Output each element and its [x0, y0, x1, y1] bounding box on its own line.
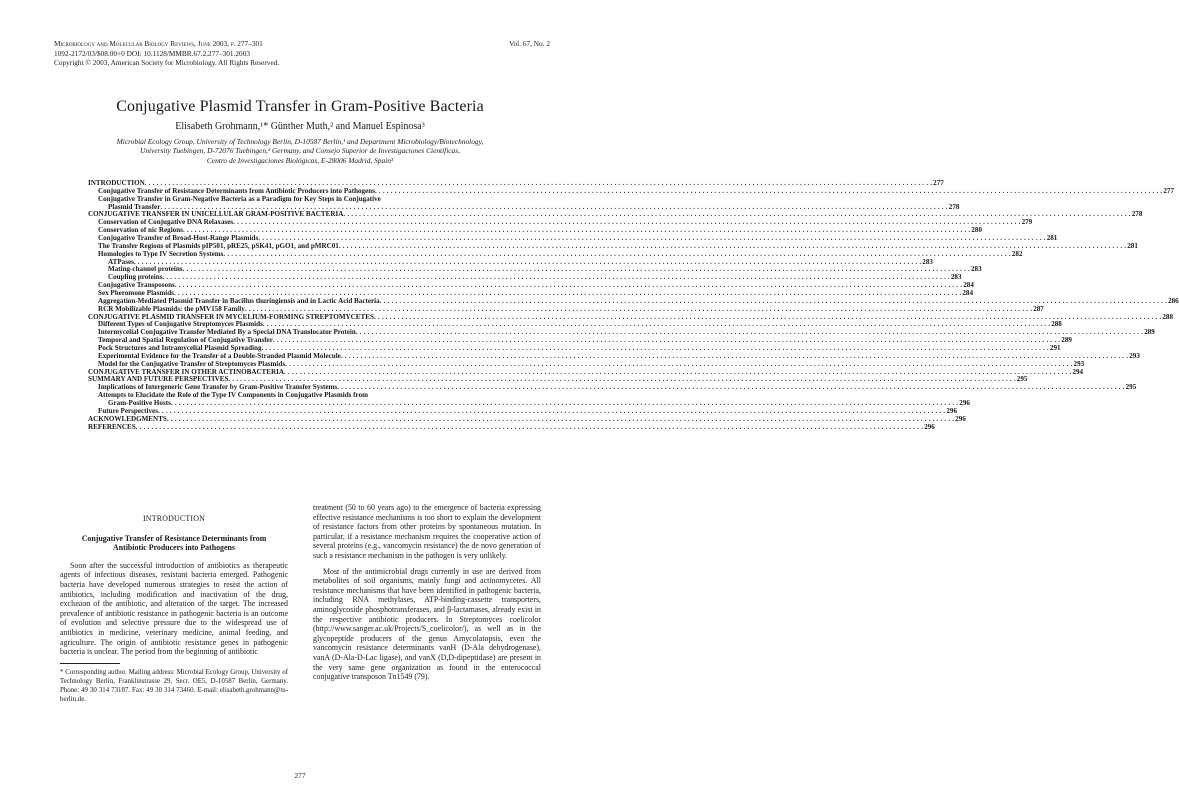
toc-entry-label: ACKNOWLEDGMENTS — [88, 414, 167, 423]
toc-entry-label: INTRODUCTION — [88, 179, 145, 187]
footnote: * Corresponding author. Mailing address: Microbial Ecology Group, University of Technology Berlin, Franklinstrasse 29, Secr. OE5, D-10587 Berlin, Germany. Phone: 49 30 314 73187. Fax: 49 30 314 73460. E-mail: elisabeth.grohmann@tu-berlin.de. — [60, 669, 288, 704]
toc-leader-dots: . . . . . . . . . . . . . . . . . . . . . . . . . . . . . . . . . . . . . . . . . . . . . . . . . . . . . . . . . . . . . . . . . . . . . . . . . . . . . . . . . . . . . . . . . . . . . . . . . . . . . . . . . . . . . . . . . . . . . . . . . . . . . . . . . . . . . . . . . . . . . . . . . . . . . . . . . . . . . . . . . . . . . . . . . . . . . . . . . . . . . . . . . . . . . . . . . . . . . . . . — [228, 375, 1016, 384]
toc-leader-dots: . . . . . . . . . . . . . . . . . . . . . . . . . . . . . . . . . . . . . . . . . . . . . . . . . . . . . . . . . . . . . . . . . . . . . . . . . . . . . . . . . . . . . . . . . . . . . . . . . . . . . . . . . . . . . . . . . . . . . . . . . . . . . . . . . . . . . . . . . . . . . . . . . . . . . . . . . . . . . . . . . . . . . . . . . . . . . . . . . . . . . . . . . . . . . . . . . . . . . . . . — [285, 359, 1073, 368]
toc-entry-label: Future Perspectives — [98, 406, 158, 415]
issn-line: 1092-2172/03/$08.00+0 DOI: 10.1128/MMBR.67.2.277–301.2003 — [54, 48, 251, 58]
paragraph: Soon after the successful introduction of antibiotics as therapeutic agents of infectious diseases, resistant bacteria emerged. Pathogenic bacteria have developed numerous strategies to resist the action of antibiotics, including modification and inactivation of the drug, exclusion of the antibiotic, and alteration of the target. The increased prevalence of antibiotic resistance in pathogenic bacteria is an outcome of evolution and selective pressure due to the widespread use of antibiotics in medicine, veterinary medicine, animal feeding, and agriculture. The origin of antibiotic resistance genes in pathogenic bacteria is unclear. The period from the beginning of antibiotic — [60, 560, 288, 657]
copyright-line: Copyright © 2003, American Society for Microbiology. All Rights Reserved. — [54, 58, 280, 67]
toc-entry-label: Conservation of nic Regions — [98, 226, 183, 235]
toc-entry-page: 289 — [1061, 336, 1072, 345]
toc-entry-page: 283 — [970, 265, 982, 274]
toc-entry-label: SUMMARY AND FUTURE PERSPECTIVES — [88, 375, 229, 384]
toc-leader-dots: . . . . . . . . . . . . . . . . . . . . . . . . . . . . . . . . . . . . . . . . . . . . . . . . . . . . . . . . . . . . . . . . . . . . . . . . . . . . . . . . . . . . . . . . . . . . . . . . . . . . . . . . . . . . . . . . . . . . . . . . . . . . . . . . . . . . . . . . . . . . . . . . . . . . . . . . . . . . . . . . . . . . . . . . . . . . . . . . . . . . . . . . . . . . . . . . . . . . . . . . — [338, 241, 1127, 250]
toc-leader-dots: . . . . . . . . . . . . . . . . . . . . . . . . . . . . . . . . . . . . . . . . . . . . . . . . . . . . . . . . . . . . . . . . . . . . . . . . . . . . . . . . . . . . . . . . . . . . . . . . . . . . . . . . . . . . . . . . . . . . . . . . . . . . . . . . . . . . . . . . . . . . . . . . . . . . . . . . . . . . . . . . . . . . . . . . . . . . . . . . . . . . . . . . . . . . . . . . . . . . . . . . — [343, 210, 1131, 219]
toc-entry-label: Implications of Intergeneric Gene Transfer by Gram-Positive Transfer Systems — [98, 383, 338, 392]
journal-line: Microbiology and Molecular Biology Reviews, June 2003, p. 277–301 — [54, 39, 263, 48]
toc-entry-label: Sex Pheromone Plasmids — [98, 289, 174, 298]
toc-leader-dots: . . . . . . . . . . . . . . . . . . . . . . . . . . . . . . . . . . . . . . . . . . . . . . . . . . . . . . . . . . . . . . . . . . . . . . . . . . . . . . . . . . . . . . . . . . . . . . . . . . . . . . . . . . . . . . . . . . . . . . . . . . . . . . . . . . . . . . . . . . . . . . . . . . . . . . . . . . . . . . . . . . . . . . . . . . . . . . . . . . . . . . . . . . . . . . . . . . . . . . . . — [223, 249, 1011, 258]
toc-entry-label: Pock Structures and Intramycelial Plasmid Spreading — [98, 344, 262, 353]
toc-entry-label: Gram-Positive Hosts — [108, 399, 171, 408]
page-number: 277 — [294, 771, 306, 780]
subsection-heading-line: Conjugative Transfer of Resistance Determinants from — [81, 533, 267, 543]
toc-entry-page: 291 — [1049, 344, 1061, 353]
toc-entry-label: ATPases — [108, 257, 134, 266]
toc-entry-page: 281 — [1127, 241, 1138, 250]
toc-leader-dots: . . . . . . . . . . . . . . . . . . . . . . . . . . . . . . . . . . . . . . . . . . . . . . . . . . . . . . . . . . . . . . . . . . . . . . . . . . . . . . . . . . . . . . . . . . . . . . . . . . . . . . . . . . . . . . . . . . . . . . . . . . . . . . . . . . . . . . . . . . . . . . . . . . . . . . . . . . . . . . . . . . . . . . . . . . . . . . . . . . . . . . . . . . . . . . . . . . . . . . . . — [157, 406, 946, 415]
toc-entry-label: Conjugative Transfer in Gram-Negative Bacteria as a Paradigm for Key Steps in Conjugative — [98, 194, 381, 203]
toc-entry-page: 278 — [948, 202, 960, 211]
affiliations — [60, 137, 540, 165]
toc-entry-label: Different Types of Conjugative Streptomyces Plasmids — [98, 320, 263, 329]
toc-entry-label: Attempts to Elucidate the Role of the Type IV Components in Conjugative Plasmids from — [98, 391, 369, 400]
toc-leader-dots: . . . . . . . . . . . . . . . . . . . . . . . . . . . . . . . . . . . . . . . . . . . . . . . . . . . . . . . . . . . . . . . . . . . . . . . . . . . . . . . . . . . . . . . . . . . . . . . . . . . . . . . . . . . . . . . . . . . . . . . . . . . . . . . . . . . . . . . . . . . . . . . . . . . . . . . . . . . . . . . . . . . . . . . . . . . . . . . . . . . . . . . . . . . . . . . . . . . . . . . . — [262, 320, 1051, 329]
toc-leader-dots: . . . . . . . . . . . . . . . . . . . . . . . . . . . . . . . . . . . . . . . . . . . . . . . . . . . . . . . . . . . . . . . . . . . . . . . . . . . . . . . . . . . . . . . . . . . . . . . . . . . . . . . . . . . . . . . . . . . . . . . . . . . . . . . . . . . . . . . . . . . . . . . . . . . . . . . . . . . . . . . . . . . . . . . . . . . . . . . . . . . . . . . . . . . . . . . . . . . . . . . . — [337, 383, 1125, 392]
toc-leader-dots: . . . . . . . . . . . . . . . . . . . . . . . . . . . . . . . . . . . . . . . . . . . . . . . . . . . . . . . . . . . . . . . . . . . . . . . . . . . . . . . . . . . . . . . . . . . . . . . . . . . . . . . . . . . . . . . . . . . . . . . . . . . . . . . . . . . . . . . . . . . . . . . . . . . . . . . . . . . . . . . . . . . . . . . . . . . . . . . . . . . . . . . . . . . . . . . . . . . . . . . . — [173, 289, 962, 298]
toc-entry-page: 284 — [963, 281, 974, 290]
toc-entry-label: REFERENCES — [88, 422, 136, 431]
author-list: Elisabeth Grohmann,¹* Günther Muth,² and Manuel Espinosa³ — [175, 121, 425, 132]
toc-entry-page: 288 — [1051, 320, 1062, 329]
footnote-rule — [60, 663, 120, 664]
toc-entry-page: 286 — [1168, 296, 1179, 305]
table-of-contents — [88, 179, 1179, 432]
left-column — [60, 511, 288, 663]
toc-entry-page: 283 — [922, 257, 933, 266]
toc-entry-page: 293 — [1073, 359, 1085, 368]
toc-entry-label: Aggregation-Mediated Plasmid Transfer in Bacillus thuringiensis and in Lactic Acid Bacteria — [98, 296, 380, 305]
paragraph: Most of the antimicrobial drugs currently in use are derived from metabolites of soil organisms, mainly fungi and actinomycetes. All resistance mechanisms that have been identified in pathogenic bacteria, including RNA methylases, ATP-binding-cassette transporters, aminoglycoside phosphotransferases, and β-lactamases, already exist in the respective antibiotic producers. In Streptomyces coelicolor (http://www.sanger.ac.uk/Projects/S_coelicolor/), as well as in the glycopeptide producers of the genus Amycolatopsis, even the vancomycin resistance determinants vanH (D-Ala dehydrogenase), vanA (D-Ala-D-Lac ligase), and vanX (D,D-dipeptidase) are present in the very same gene organization as found in the enterococcal conjugative transposon Tn1549 (79). — [313, 566, 541, 682]
running-header — [54, 39, 550, 68]
toc-leader-dots: . . . . . . . . . . . . . . . . . . . . . . . . . . . . . . . . . . . . . . . . . . . . . . . . . . . . . . . . . . . . . . . . . . . . . . . . . . . . . . . . . . . . . . . . . . . . . . . . . . . . . . . . . . . . . . . . . . . . . . . . . . . . . . . . . . . . . . . . . . . . . . . . . . . . . . . . . . . . . . . . . . . . . . . . . . . . . . . . . . . . . . . . . . . . . . . . . . . . . . . . — [340, 351, 1129, 360]
toc-entry-label: Conservation of Conjugative DNA Relaxases — [98, 218, 234, 227]
toc-leader-dots: . . . . . . . . . . . . . . . . . . . . . . . . . . . . . . . . . . . . . . . . . . . . . . . . . . . . . . . . . . . . . . . . . . . . . . . . . . . . . . . . . . . . . . . . . . . . . . . . . . . . . . . . . . . . . . . . . . . . . . . . . . . . . . . . . . . . . . . . . . . . . . . . . . . . . . . . . . . . . . . . . . . . . . . . . . . . . . . . . . . . . . . . . . . . . . . . . . . . . . . . — [272, 336, 1061, 345]
toc-entry-page: 287 — [1033, 304, 1044, 313]
subsection-heading — [60, 534, 288, 553]
section-heading: INTRODUCTION — [142, 514, 205, 523]
toc-leader-dots: . . . . . . . . . . . . . . . . . . . . . . . . . . . . . . . . . . . . . . . . . . . . . . . . . . . . . . . . . . . . . . . . . . . . . . . . . . . . . . . . . . . . . . . . . . . . . . . . . . . . . . . . . . . . . . . . . . . . . . . . . . . . . . . . . . . . . . . . . . . . . . . . . . . . . . . . . . . . . . . . . . . . . . . . . . . . . . . . . . . . . . . . . . . . . . . . . . . . . . . . — [135, 422, 924, 431]
toc-entry-label: The Transfer Regions of Plasmids pIP501, pRE25, pSK41, pGO1, and pMRC01 — [98, 241, 339, 250]
toc-entry-label: Mating-channel proteins — [108, 265, 183, 274]
toc-entry-page: 295 — [1125, 383, 1137, 392]
toc-entry-label: Conjugative Transfer of Resistance Determinants from Antibiotic Producers into Pathogens — [98, 186, 375, 195]
toc-entry-label: Intermycelial Conjugative Transfer Mediated By a Special DNA Translocator Protein — [98, 328, 356, 337]
toc-entry-page: 277 — [1163, 186, 1175, 195]
toc-entry-label: Plasmid Transfer — [108, 202, 161, 211]
toc-entry-label: Temporal and Spatial Regulation of Conjugative Transfer — [98, 336, 273, 345]
toc-entry-page: 284 — [962, 289, 973, 298]
toc-entry-label: CONJUGATIVE TRANSFER IN OTHER ACTINOBACTERIA — [88, 367, 285, 376]
toc-entry-label: Homologies to Type IV Secretion Systems — [98, 249, 224, 258]
toc-entry-page: 293 — [1129, 351, 1140, 360]
toc-entry-page: 283 — [950, 273, 962, 282]
toc-leader-dots: . . . . . . . . . . . . . . . . . . . . . . . . . . . . . . . . . . . . . . . . . . . . . . . . . . . . . . . . . . . . . . . . . . . . . . . . . . . . . . . . . . . . . . . . . . . . . . . . . . . . . . . . . . . . . . . . . . . . . . . . . . . . . . . . . . . . . . . . . . . . . . . . . . . . . . . . . . . . . . . . . . . . . . . . . . . . . . . . . . . . . . . . . . . . . . . . . . . . . . . . — [166, 414, 955, 423]
paragraph: treatment (50 to 60 years ago) to the emergence of bacteria expressing effective resistance mechanisms is too short to explain the development of resistance factors from other proteins by spontaneous mutation. In particular, if a resistance mechanism requires the cooperative action of several proteins (e.g., vancomycin resistance) the de novo generation of such a resistance mechanism in the pathogen is very unlikely. — [313, 503, 541, 560]
toc-entry-label: Conjugative Transposons — [98, 281, 175, 290]
right-column — [313, 503, 541, 688]
toc-entry-page: 281 — [1046, 234, 1058, 243]
toc-entry-page: 296 — [946, 406, 957, 415]
subsection-heading-line: Antibiotic Producers into Pathogens — [113, 543, 235, 553]
toc-entry-page: 282 — [1011, 249, 1023, 258]
toc-entry-label: RCR Mobilizable Plasmids: the pMV158 Family — [98, 304, 245, 313]
toc-leader-dots: . . . . . . . . . . . . . . . . . . . . . . . . . . . . . . . . . . . . . . . . . . . . . . . . . . . . . . . . . . . . . . . . . . . . . . . . . . . . . . . . . . . . . . . . . . . . . . . . . . . . . . . . . . . . . . . . . . . . . . . . . . . . . . . . . . . . . . . . . . . . . . . . . . . . . . . . . . . . . . . . . . . . . . . . . . . . . . . . . . . . . . . . . . . . . . . . . . . . . . . . — [182, 265, 970, 274]
toc-leader-dots: . . . . . . . . . . . . . . . . . . . . . . . . . . . . . . . . . . . . . . . . . . . . . . . . . . . . . . . . . . . . . . . . . . . . . . . . . . . . . . . . . . . . . . . . . . . . . . . . . . . . . . . . . . . . . . . . . . . . . . . . . . . . . . . . . . . . . . . . . . . . . . . . . . . . . . . . . . . . . . . . . . . . . . . . . . . . . . . . . . . . . . . . . . . . . . . . . . . . . . . . — [174, 281, 963, 290]
toc-leader-dots: . . . . . . . . . . . . . . . . . . . . . . . . . . . . . . . . . . . . . . . . . . . . . . . . . . . . . . . . . . . . . . . . . . . . . . . . . . . . . . . . . . . . . . . . . . . . . . . . . . . . . . . . . . . . . . . . . . . . . . . . . . . . . . . . . . . . . . . . . . . . . . . . . . . . . . . . . . . . . . . . . . . . . . . . . . . . . . . . . . . . . . . . . . . . . . . . . . . . . . . . — [182, 226, 971, 235]
toc-leader-dots: . . . . . . . . . . . . . . . . . . . . . . . . . . . . . . . . . . . . . . . . . . . . . . . . . . . . . . . . . . . . . . . . . . . . . . . . . . . . . . . . . . . . . . . . . . . . . . . . . . . . . . . . . . . . . . . . . . . . . . . . . . . . . . . . . . . . . . . . . . . . . . . . . . . . . . . . . . . . . . . . . . . . . . . . . . . . . . . . . . . . . . . . . . . . . . . . . . . . . . . . — [233, 218, 1021, 227]
toc-entry-label: Experimental Evidence for the Transfer of a Double-Stranded Plasmid Molecule — [98, 351, 341, 360]
volume-label: Vol. 67, No. 2 — [509, 39, 550, 48]
toc-entry-label: CONJUGATIVE PLASMID TRANSFER IN MYCELIUM-FORMING STREPTOMYCETES — [88, 312, 374, 321]
toc-entry-page: 295 — [1016, 375, 1028, 384]
toc-leader-dots: . . . . . . . . . . . . . . . . . . . . . . . . . . . . . . . . . . . . . . . . . . . . . . . . . . . . . . . . . . . . . . . . . . . . . . . . . . . . . . . . . . . . . . . . . . . . . . . . . . . . . . . . . . . . . . . . . . . . . . . . . . . . . . . . . . . . . . . . . . . . . . . . . . . . . . . . . . . . . . . . . . . . . . . . . . . . . . . . . . . . . . . . . . . . . . . . . . . . . . . . — [258, 234, 1046, 243]
toc-leader-dots: . . . . . . . . . . . . . . . . . . . . . . . . . . . . . . . . . . . . . . . . . . . . . . . . . . . . . . . . . . . . . . . . . . . . . . . . . . . . . . . . . . . . . . . . . . . . . . . . . . . . . . . . . . . . . . . . . . . . . . . . . . . . . . . . . . . . . . . . . . . . . . . . . . . . . . . . . . . . . . . . . . . . . . . . . . . . . . . . . . . . . . . . . . . . . . . . . . . . . . . . — [355, 328, 1144, 337]
affiliation-line: Centro de Investigaciones Biológicas, E-28006 Madrid, Spain³ — [206, 155, 394, 165]
toc-entry-page: 289 — [1144, 328, 1155, 337]
toc-entry-page: 296 — [924, 422, 935, 431]
toc-leader-dots: . . . . . . . . . . . . . . . . . . . . . . . . . . . . . . . . . . . . . . . . . . . . . . . . . . . . . . . . . . . . . . . . . . . . . . . . . . . . . . . . . . . . . . . . . . . . . . . . . . . . . . . . . . . . . . . . . . . . . . . . . . . . . . . . . . . . . . . . . . . . . . . . . . . . . . . . . . . . . . . . . . . . . . . . . . . . . . . . . . . . . . . . . . . . . . . . . . . . . . . . — [373, 312, 1162, 321]
toc-entry-label: Coupling proteins — [108, 273, 163, 282]
toc-leader-dots: . . . . . . . . . . . . . . . . . . . . . . . . . . . . . . . . . . . . . . . . . . . . . . . . . . . . . . . . . . . . . . . . . . . . . . . . . . . . . . . . . . . . . . . . . . . . . . . . . . . . . . . . . . . . . . . . . . . . . . . . . . . . . . . . . . . . . . . . . . . . . . . . . . . . . . . . . . . . . . . . . . . . . . . . . . . . . . . . . . . . . . . . . . . . . . . . . . . . . . . . — [284, 367, 1072, 376]
toc-leader-dots: . . . . . . . . . . . . . . . . . . . . . . . . . . . . . . . . . . . . . . . . . . . . . . . . . . . . . . . . . . . . . . . . . . . . . . . . . . . . . . . . . . . . . . . . . . . . . . . . . . . . . . . . . . . . . . . . . . . . . . . . . . . . . . . . . . . . . . . . . . . . . . . . . . . . . . . . . . . . . . . . . . . . . . . . . . . . . . . . . . . . . . . . . . . . . . . . . . . . . . . . — [374, 186, 1163, 195]
toc-leader-dots: . . . . . . . . . . . . . . . . . . . . . . . . . . . . . . . . . . . . . . . . . . . . . . . . . . . . . . . . . . . . . . . . . . . . . . . . . . . . . . . . . . . . . . . . . . . . . . . . . . . . . . . . . . . . . . . . . . . . . . . . . . . . . . . . . . . . . . . . . . . . . . . . . . . . . . . . . . . . . . . . . . . . . . . . . . . . . . . . . . . . . . . . . . . . . . . . . . . . . . . . — [133, 257, 922, 266]
toc-entry-label: Conjugative Transfer of Broad-Host-Range Plasmids — [98, 234, 259, 243]
affiliation-line: Microbial Ecology Group, University of Technology Berlin, D-10587 Berlin,¹ and Department Microbiology/Biotechnology, — [116, 137, 484, 146]
toc-entry-page: 279 — [1021, 218, 1033, 227]
toc-leader-dots: . . . . . . . . . . . . . . . . . . . . . . . . . . . . . . . . . . . . . . . . . . . . . . . . . . . . . . . . . . . . . . . . . . . . . . . . . . . . . . . . . . . . . . . . . . . . . . . . . . . . . . . . . . . . . . . . . . . . . . . . . . . . . . . . . . . . . . . . . . . . . . . . . . . . . . . . . . . . . . . . . . . . . . . . . . . . . . . . . . . . . . . . . . . . . . . . . . . . . . . . — [379, 296, 1168, 305]
toc-entry-page: 296 — [955, 414, 966, 423]
article-title: Conjugative Plasmid Transfer in Gram-Positive Bacteria — [116, 98, 484, 115]
toc-leader-dots: . . . . . . . . . . . . . . . . . . . . . . . . . . . . . . . . . . . . . . . . . . . . . . . . . . . . . . . . . . . . . . . . . . . . . . . . . . . . . . . . . . . . . . . . . . . . . . . . . . . . . . . . . . . . . . . . . . . . . . . . . . . . . . . . . . . . . . . . . . . . . . . . . . . . . . . . . . . . . . . . . . . . . . . . . . . . . . . . . . . . . . . . . . . . . . . . . . . . . . . . — [170, 399, 959, 408]
toc-entry-page: 280 — [971, 226, 982, 235]
affiliation-line: University Tuebingen, D-72076 Tuebingen,² Germany, and Consejo Superior de Investigaciones Científicas, — [140, 146, 460, 156]
toc-leader-dots: . . . . . . . . . . . . . . . . . . . . . . . . . . . . . . . . . . . . . . . . . . . . . . . . . . . . . . . . . . . . . . . . . . . . . . . . . . . . . . . . . . . . . . . . . . . . . . . . . . . . . . . . . . . . . . . . . . . . . . . . . . . . . . . . . . . . . . . . . . . . . . . . . . . . . . . . . . . . . . . . . . . . . . . . . . . . . . . . . . . . . . . . . . . . . . . . . . . . . . . . — [244, 304, 1033, 313]
toc-entry-page: 277 — [933, 179, 944, 187]
toc-entry-page: 278 — [1131, 210, 1143, 219]
toc-entry-page: 294 — [1072, 367, 1084, 376]
toc-entry-label: Model for the Conjugative Transfer of Streptomyces Plasmids — [98, 359, 286, 368]
toc-leader-dots: . . . . . . . . . . . . . . . . . . . . . . . . . . . . . . . . . . . . . . . . . . . . . . . . . . . . . . . . . . . . . . . . . . . . . . . . . . . . . . . . . . . . . . . . . . . . . . . . . . . . . . . . . . . . . . . . . . . . . . . . . . . . . . . . . . . . . . . . . . . . . . . . . . . . . . . . . . . . . . . . . . . . . . . . . . . . . . . . . . . . . . . . . . . . . . . . . . . . . . . . — [160, 202, 948, 211]
toc-entry[interactable] — [88, 422, 935, 432]
toc-leader-dots: . . . . . . . . . . . . . . . . . . . . . . . . . . . . . . . . . . . . . . . . . . . . . . . . . . . . . . . . . . . . . . . . . . . . . . . . . . . . . . . . . . . . . . . . . . . . . . . . . . . . . . . . . . . . . . . . . . . . . . . . . . . . . . . . . . . . . . . . . . . . . . . . . . . . . . . . . . . . . . . . . . . . . . . . . . . . . . . . . . . . . . . . . . . . . . . . . . . . . . . . — [261, 344, 1049, 353]
toc-entry-page: 296 — [959, 399, 970, 408]
toc-leader-dots: . . . . . . . . . . . . . . . . . . . . . . . . . . . . . . . . . . . . . . . . . . . . . . . . . . . . . . . . . . . . . . . . . . . . . . . . . . . . . . . . . . . . . . . . . . . . . . . . . . . . . . . . . . . . . . . . . . . . . . . . . . . . . . . . . . . . . . . . . . . . . . . . . . . . . . . . . . . . . . . . . . . . . . . . . . . . . . . . . . . . . . . . . . . . . . . . . . . . . . . . — [144, 179, 933, 187]
toc-entry-label: CONJUGATIVE TRANSFER IN UNICELLULAR GRAM-POSITIVE BACTERIA — [88, 210, 344, 219]
toc-entry-page: 288 — [1162, 312, 1173, 321]
toc-leader-dots: . . . . . . . . . . . . . . . . . . . . . . . . . . . . . . . . . . . . . . . . . . . . . . . . . . . . . . . . . . . . . . . . . . . . . . . . . . . . . . . . . . . . . . . . . . . . . . . . . . . . . . . . . . . . . . . . . . . . . . . . . . . . . . . . . . . . . . . . . . . . . . . . . . . . . . . . . . . . . . . . . . . . . . . . . . . . . . . . . . . . . . . . . . . . . . . . . . . . . . . . — [162, 273, 950, 282]
